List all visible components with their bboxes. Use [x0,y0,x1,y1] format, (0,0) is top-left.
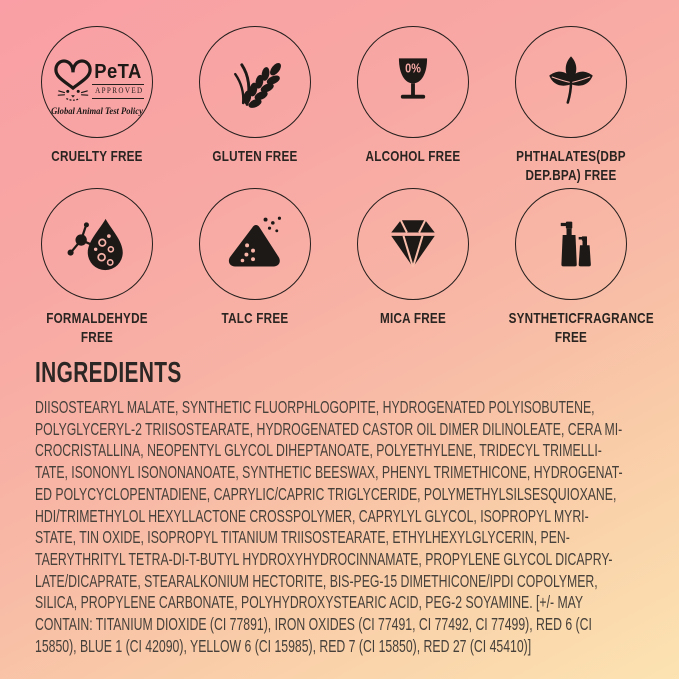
ingredients-line: CONTAIN: TITANIUM DIOXIDE (CI 77891), IRON OXIDES (CI 77491, CI 77492, CI 77499), RED 6 (CI [35,614,592,635]
ingredients-line: SILICA, PROPYLENE CARBONATE, POLYHYDROXYSTEARIC ACID, PEG-2 SOYAMINE. [+/- MAY [35,592,584,613]
spray-bottles-icon [539,212,603,276]
ingredients-line: 15850), BLUE 1 (CI 42090), YELLOW 6 (CI 15985), RED 7 (CI 15850), RED 27 (CI 45410)] [35,635,532,656]
badge-circle [515,26,627,138]
ingredients-line: HDI/TRIMETHYLOL HEXYLLACTONE CROSSPOLYMER, CAPRYLYL GLYCOL, ISOPROPYL MYRI- [35,505,589,526]
badge-circle [199,188,311,300]
diamond-icon [379,210,447,278]
badge-formaldehyde-free [18,188,176,347]
badge-label: PHTHALATES(DBP DEP.BPA) FREE [516,148,626,184]
peta-policy-text: Global Animal Test Policy [51,107,143,117]
badge-label: FORMALDEHYDE FREE [46,310,148,346]
badge-circle [199,26,311,138]
badge-circle [357,188,469,300]
badge-circle [515,188,627,300]
badge-gluten-free [176,26,334,185]
ingredients-text [35,397,675,657]
badge-label: SYNTHETICFRAGRANCE FREE [508,310,654,346]
ingredients-title: INGREDIENTS [35,357,182,389]
badge-row-1 [18,26,650,185]
badge-mica-free [334,188,492,347]
badge-label: ALCOHOL FREE [365,148,461,165]
peta-brand-text: PeTA [94,61,142,83]
badge-label: MICA FREE [379,310,447,327]
badge-circle [41,188,153,300]
peta-approved-text: APPROVED [95,86,144,95]
badge-label: GLUTEN FREE [212,148,298,165]
badge-synthetic-fragrance-free [492,188,654,347]
ingredients-line: STATE, TIN OXIDE, ISOPROPYL TITANIUM TRIISOSTEARATE, ETHYLHEXYLGLYCERIN, PEN- [35,527,570,548]
zero-percent-text: 0% [405,60,421,76]
ingredients-line: DIISOSTEARYL MALATE, SYNTHETIC FLUORPHLOGOPITE, HYDROGENATED POLYISOBUTENE, [35,397,595,417]
peta-text-block [92,63,144,100]
ingredients-line: TATE, ISONONYL ISONONANOATE, SYNTHETIC BEESWAX, PHENYL TRIMETHICONE, HYDROGENAT- [35,462,623,483]
peta-divider-top [92,84,144,85]
badge-talc-free [176,188,334,347]
plant-leaves-icon [539,50,603,114]
badge-cruelty-free [18,26,176,185]
ingredients-section [35,356,675,657]
droplet-molecule-icon [64,211,130,277]
peta-approved-badge [42,27,152,137]
ingredients-line: TAERYTHRITYL TETRA-DI-T-BUTYL HYDROXYHYDROCINNAMATE, PROPYLENE GLYCOL DICAPRY- [35,548,613,569]
badge-circle [357,26,469,138]
ingredients-line: LATE/DICAPRATE, STEARALKONIUM HECTORITE, BIS-PEG-15 DIMETHICONE/IPDI COPOLYMER, [35,570,598,591]
powder-pile-icon [222,211,288,277]
badge-label: CRUELTY FREE [51,148,143,165]
badge-row-2 [18,188,654,347]
peta-divider-bottom [92,98,144,99]
badge-phthalates-free [492,26,650,185]
badge-label: TALC FREE [221,310,289,327]
wheat-icon [222,49,288,115]
badge-circle [41,26,153,138]
peta-approved-bunny-icon [54,58,92,102]
ingredients-line: ED POLYCYCLOPENTADIENE, CAPRYLIC/CAPRIC TRIGLYCERIDE, POLYMETHYLSILSESQUIOXANE, [35,483,617,504]
ingredients-line: CROCRISTALLINA, NEOPENTYL GLYCOL DIHEPTANOATE, POLYETHYLENE, TRIDECYL TRIMELLI- [35,440,602,461]
wine-glass-zero-icon [381,50,445,114]
ingredients-line: POLYGLYCERYL-2 TRIISOSTEARATE, HYDROGENATED CASTOR OIL DIMER DILINOLEATE, CERA MI- [35,418,623,439]
badge-alcohol-free [334,26,492,185]
